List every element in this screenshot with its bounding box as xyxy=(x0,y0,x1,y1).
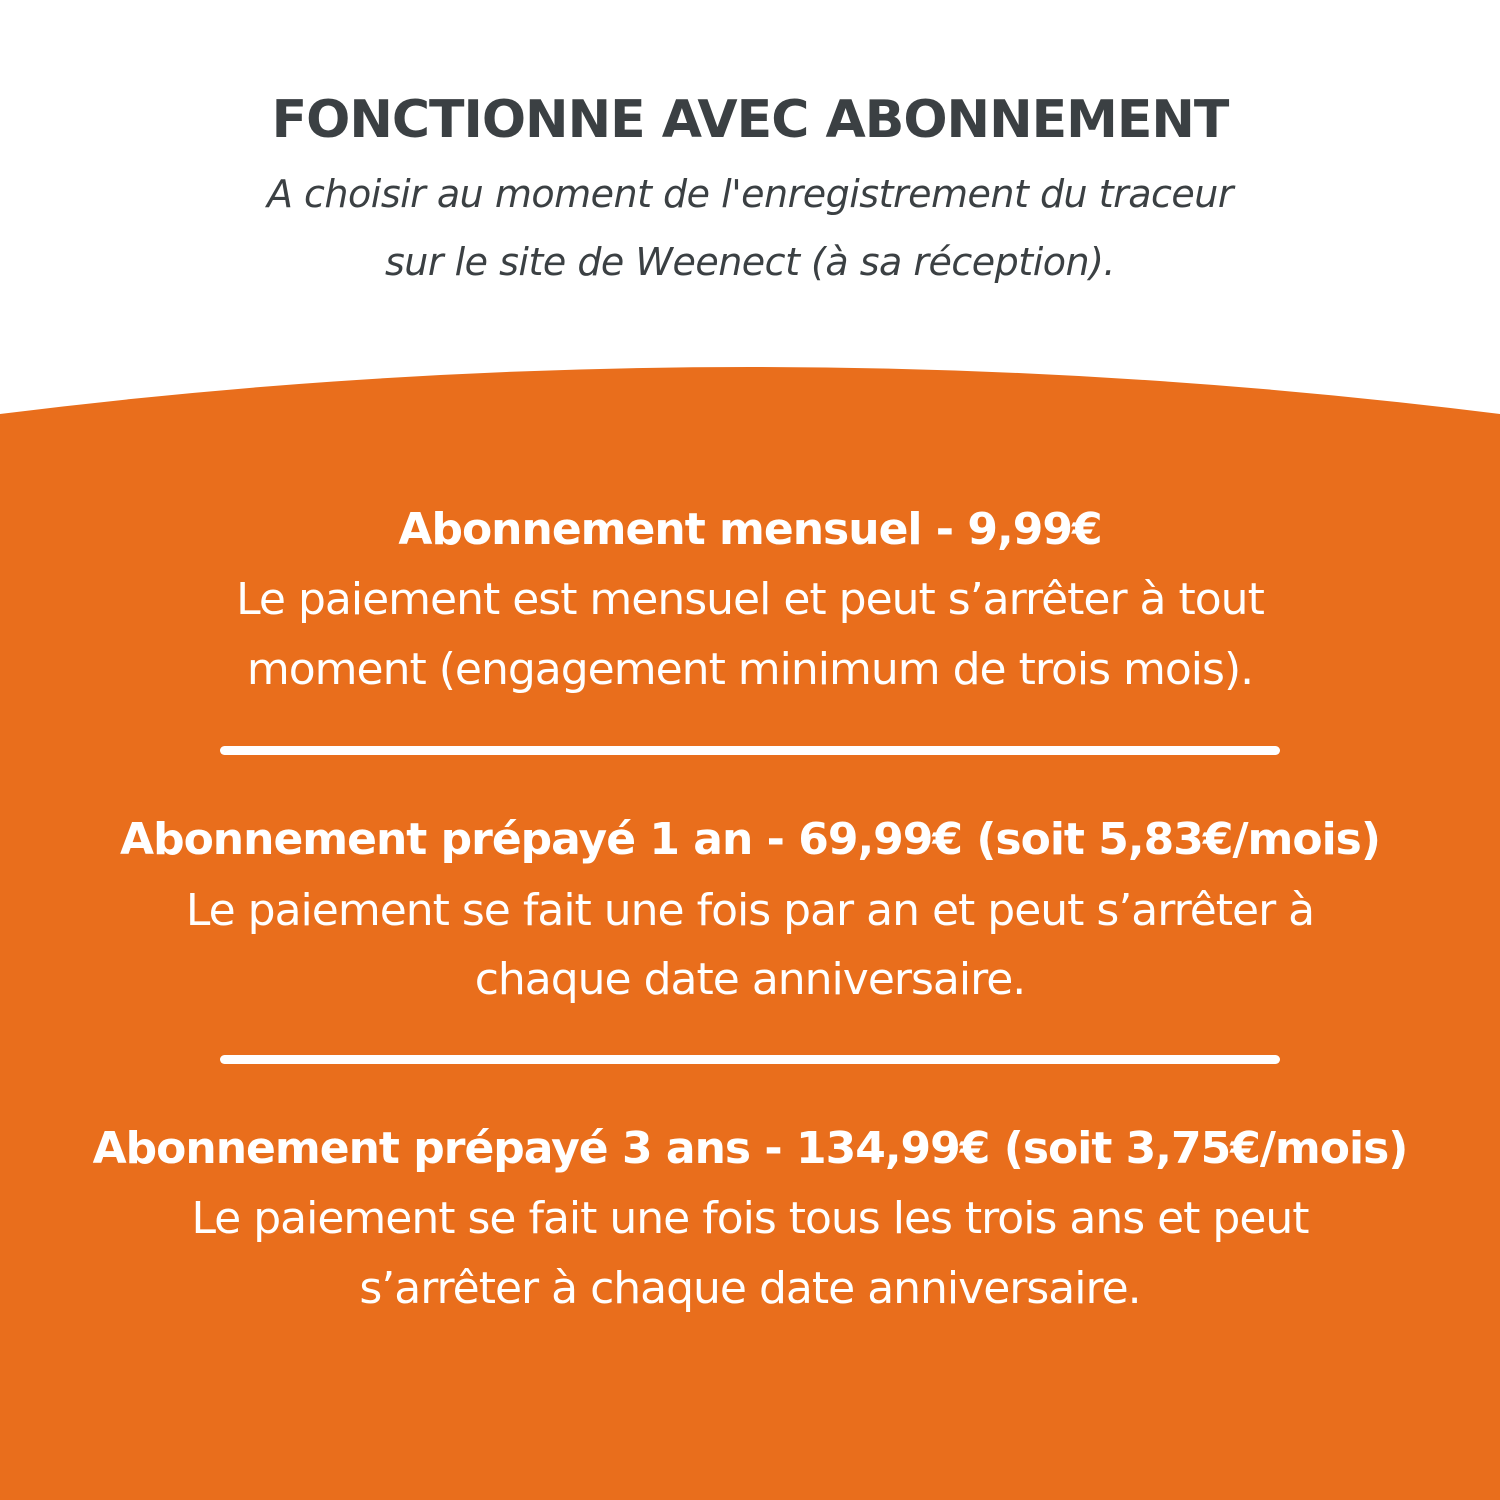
plan-description-line-2: moment (engagement minimum de trois mois). xyxy=(246,644,1254,695)
plan-title: Abonnement prépayé 1 an - 69,99€ (soit 5,83€/mois) xyxy=(120,814,1380,865)
divider xyxy=(220,1055,1280,1064)
plan-description-line-1: Le paiement se fait une fois tous les trois ans et peut xyxy=(191,1193,1309,1244)
plan-title: Abonnement prépayé 3 ans - 134,99€ (soit 3,75€/mois) xyxy=(92,1123,1408,1174)
subtitle-line-2: sur le site de Weenect (à sa réception). xyxy=(385,240,1115,284)
subtitle-line-1: A choisir au moment de l'enregistrement du traceur xyxy=(266,172,1234,216)
plan-description-line-2: s’arrêter à chaque date anniversaire. xyxy=(359,1263,1141,1314)
plan-description-line-2: chaque date anniversaire. xyxy=(474,954,1026,1005)
page-title: FONCTIONNE AVEC ABONNEMENT xyxy=(271,90,1229,150)
divider xyxy=(220,746,1280,755)
plan-title: Abonnement mensuel - 9,99€ xyxy=(398,504,1102,555)
plan-description-line-1: Le paiement se fait une fois par an et peut s’arrêter à xyxy=(185,885,1315,936)
plan-description-line-1: Le paiement est mensuel et peut s’arrêter à tout xyxy=(236,574,1264,625)
